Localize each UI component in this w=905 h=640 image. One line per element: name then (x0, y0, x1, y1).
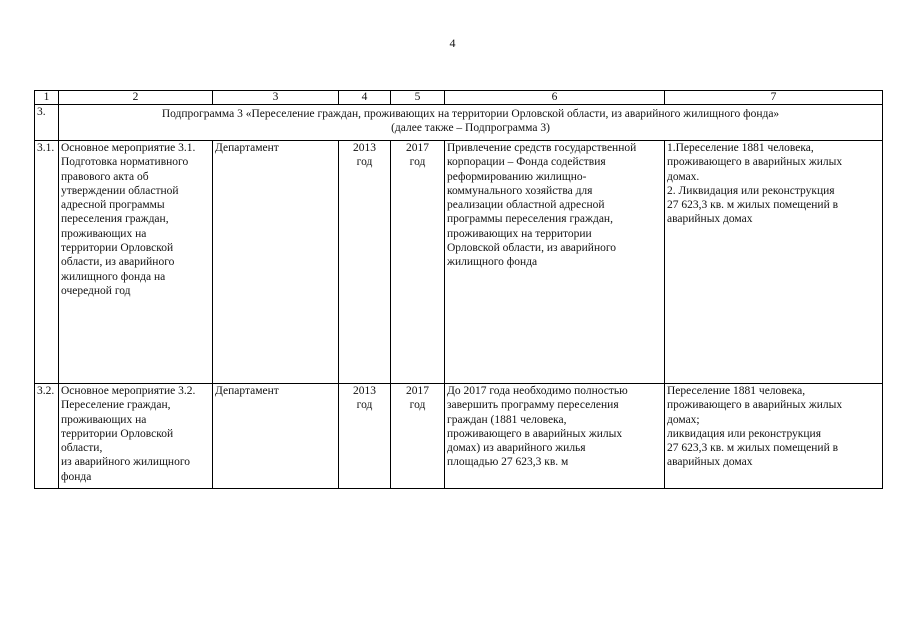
activity-line: фонда (61, 470, 92, 483)
section-number: 3. (35, 105, 59, 141)
result-line: аварийных домах (667, 456, 753, 469)
end-year-cell (391, 141, 445, 384)
result-line: 27 623,3 кв. м жилых помещений в (667, 442, 839, 455)
result-line: домах. (667, 170, 700, 183)
column-number: 3 (213, 91, 339, 105)
activity-line: правового акта об (61, 170, 149, 183)
description-line: программы переселения граждан, (447, 213, 613, 226)
end-year-unit: год (409, 399, 426, 412)
result-line: проживающего в аварийных жилых (667, 399, 843, 412)
program-table (34, 90, 883, 489)
description-line: До 2017 года необходимо полностью (447, 385, 628, 397)
column-number: 5 (391, 91, 445, 105)
description-line: проживающих на территории (447, 227, 592, 240)
section-row (35, 105, 883, 141)
activity-line: утверждении областной (61, 184, 179, 197)
start-year-unit: год (356, 399, 373, 412)
column-number: 6 (445, 91, 665, 105)
activity-line: Основное мероприятие 3.2. (61, 385, 196, 397)
activity-line: территории Орловской (61, 427, 174, 440)
description-cell (445, 384, 665, 489)
activity-line: проживающих на (61, 413, 147, 426)
result-cell (665, 141, 883, 384)
activity-line: Подготовка нормативного (61, 156, 189, 169)
result-line: ликвидация или реконструкция (667, 427, 821, 440)
start-year-unit: год (356, 156, 373, 169)
description-line: Привлечение средств государственной (447, 142, 637, 154)
start-year: 2013 (353, 142, 376, 154)
description-line: коммунального хозяйства для (447, 184, 593, 197)
end-year-unit: год (409, 156, 426, 169)
column-numbers-row (35, 91, 883, 105)
description-line: реформированию жилищно- (447, 170, 587, 183)
description-cell (445, 141, 665, 384)
section-title-line: (далее также – Подпрограмма 3) (391, 122, 550, 135)
row-number: 3.1. (35, 141, 59, 384)
column-number: 7 (665, 91, 883, 105)
activity-line: Основное мероприятие 3.1. (61, 142, 196, 154)
description-line: домах) из аварийного жилья (447, 442, 586, 455)
section-title-line: Подпрограмма 3 «Переселение граждан, проживающих на территории Орловской области, из аварийного жилищного фонда» (161, 108, 780, 120)
description-line: Орловской области, из аварийного (447, 242, 617, 255)
end-year: 2017 (406, 142, 429, 154)
end-year-cell (391, 384, 445, 489)
start-year-cell (339, 384, 391, 489)
result-line: 27 623,3 кв. м жилых помещений в (667, 199, 839, 212)
activity-line: из аварийного жилищного (61, 456, 191, 469)
description-line: проживающего в аварийных жилых (447, 427, 623, 440)
activity-cell (59, 384, 213, 489)
activity-line: очередной год (61, 284, 131, 297)
activity-line: области, (61, 442, 103, 455)
description-line: реализации областной адресной (447, 199, 605, 212)
start-year-cell (339, 141, 391, 384)
result-line: домах; (667, 413, 700, 426)
executor-cell: Департамент (213, 141, 339, 384)
activity-line: жилищного фонда на (61, 270, 166, 283)
description-line: завершить программу переселения (447, 399, 619, 412)
result-line: 2. Ликвидация или реконструкция (667, 184, 835, 197)
activity-line: Переселение граждан, (61, 399, 171, 412)
end-year: 2017 (406, 385, 429, 397)
result-line: проживающего в аварийных жилых (667, 156, 843, 169)
result-line: Переселение 1881 человека, (667, 385, 806, 397)
executor-cell: Департамент (213, 384, 339, 489)
column-number: 2 (59, 91, 213, 105)
activity-line: территории Орловской (61, 242, 174, 255)
result-cell (665, 384, 883, 489)
activity-cell (59, 141, 213, 384)
column-number: 4 (339, 91, 391, 105)
result-line: аварийных домах (667, 213, 753, 226)
table-row (35, 141, 883, 384)
result-line: 1.Переселение 1881 человека, (667, 142, 814, 154)
row-number: 3.2. (35, 384, 59, 489)
section-title (59, 105, 883, 141)
column-number: 1 (35, 91, 59, 105)
activity-line: проживающих на (61, 227, 147, 240)
activity-line: области, из аварийного (61, 256, 175, 269)
start-year: 2013 (353, 385, 376, 397)
activity-line: адресной программы (61, 199, 165, 212)
activity-line: переселения граждан, (61, 213, 169, 226)
description-line: корпорации – Фонда содействия (447, 156, 606, 169)
description-line: площадью 27 623,3 кв. м (447, 456, 569, 469)
description-line: жилищного фонда (447, 256, 538, 269)
table-row (35, 384, 883, 489)
description-line: граждан (1881 человека, (447, 413, 567, 426)
page-number: 4 (449, 36, 456, 50)
